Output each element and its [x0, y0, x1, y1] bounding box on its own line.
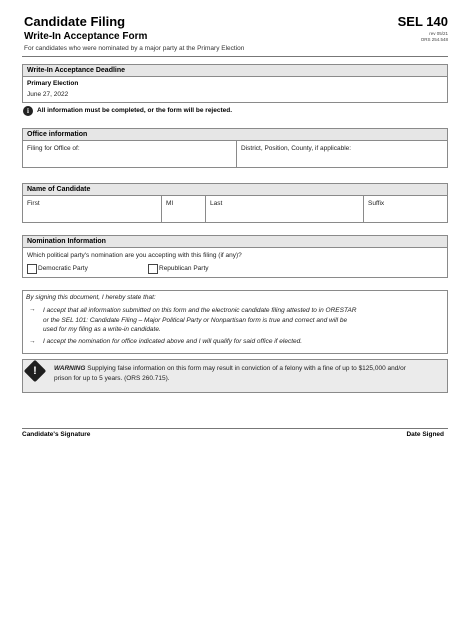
warning-exclamation-icon: ! — [33, 365, 37, 377]
ors-reference: ORS 254.548 — [420, 37, 448, 42]
arrow-icon: → — [29, 306, 36, 313]
district-label: District, Position, County, if applicable: — [241, 145, 352, 152]
arrow-icon: → — [29, 338, 36, 345]
warning-line-1: Supplying false information on this form may result in conviction of a felony with a fine of up to $125,000 and/or — [87, 365, 406, 372]
attestation-item-1-line: used for my filing as a write-in candidate. — [43, 326, 161, 333]
middle-initial-field[interactable] — [162, 196, 205, 222]
filing-office-label: Filing for Office of: — [27, 145, 80, 152]
form-revision — [421, 31, 448, 43]
revision-date: rev 05/21 — [429, 31, 448, 36]
form-title: Candidate Filing — [24, 14, 126, 29]
signature-line — [22, 428, 448, 429]
warning-label: WARNING — [54, 365, 86, 372]
last-name-label: Last — [210, 200, 223, 207]
office-section — [22, 128, 448, 168]
candidate-signature-label: Candidate's Signature — [22, 431, 91, 438]
attestation-item-1-line: I accept that all information submitted on this form and the electronic candidate filing attested to in ORESTAR — [43, 307, 357, 314]
warning-text — [54, 364, 406, 384]
notice-text: All information must be completed, or the form will be rejected. — [37, 107, 233, 114]
date-signed-label: Date Signed — [406, 431, 444, 438]
deadline-heading: Write-In Acceptance Deadline — [23, 65, 447, 77]
democratic-party-label: Democratic Party — [38, 265, 88, 272]
party-question: Which political party's nomination are you accepting with this filing (if any)? — [27, 252, 242, 259]
attestation-box — [22, 290, 448, 354]
attestation-item-2: I accept the nomination for office indicated above and I will qualify for said office if elected. — [43, 338, 303, 345]
suffix-label: Suffix — [368, 200, 385, 207]
nomination-section — [22, 235, 448, 278]
form-number: SEL 140 — [397, 14, 448, 29]
attestation-item-1 — [43, 306, 357, 335]
info-icon: i — [23, 106, 33, 116]
democratic-party-checkbox[interactable] — [27, 264, 37, 274]
republican-party-checkbox[interactable] — [148, 264, 158, 274]
candidate-heading: Name of Candidate — [23, 184, 447, 196]
candidate-section — [22, 183, 448, 223]
office-heading: Office information — [23, 129, 447, 141]
header-divider — [22, 56, 448, 57]
district-field[interactable] — [237, 141, 447, 167]
deadline-section — [22, 64, 448, 103]
middle-initial-label: MI — [166, 200, 174, 207]
last-name-field[interactable] — [206, 196, 363, 222]
warning-line-2: prison for up to 5 years. (ORS 260.715). — [54, 375, 170, 382]
republican-party-label: Republican Party — [159, 265, 209, 272]
signature-field[interactable] — [22, 405, 448, 427]
form-description: For candidates who were nominated by a major party at the Primary Election — [24, 45, 245, 52]
form-subtitle: Write-In Acceptance Form — [24, 31, 148, 42]
nomination-heading: Nomination Information — [23, 236, 447, 248]
deadline-date: June 27, 2022 — [27, 91, 69, 98]
first-name-label: First — [27, 200, 40, 207]
warning-box — [22, 359, 448, 393]
filing-office-field[interactable] — [23, 141, 236, 167]
first-name-field[interactable] — [23, 196, 161, 222]
attestation-intro: By signing this document, I hereby state that: — [26, 294, 156, 301]
suffix-field[interactable] — [364, 196, 447, 222]
election-label: Primary Election — [27, 80, 79, 87]
attestation-item-1-line: or the SEL 101: Candidate Filing – Major Political Party or Nonpartisan form is true and correct and will be — [43, 316, 348, 324]
